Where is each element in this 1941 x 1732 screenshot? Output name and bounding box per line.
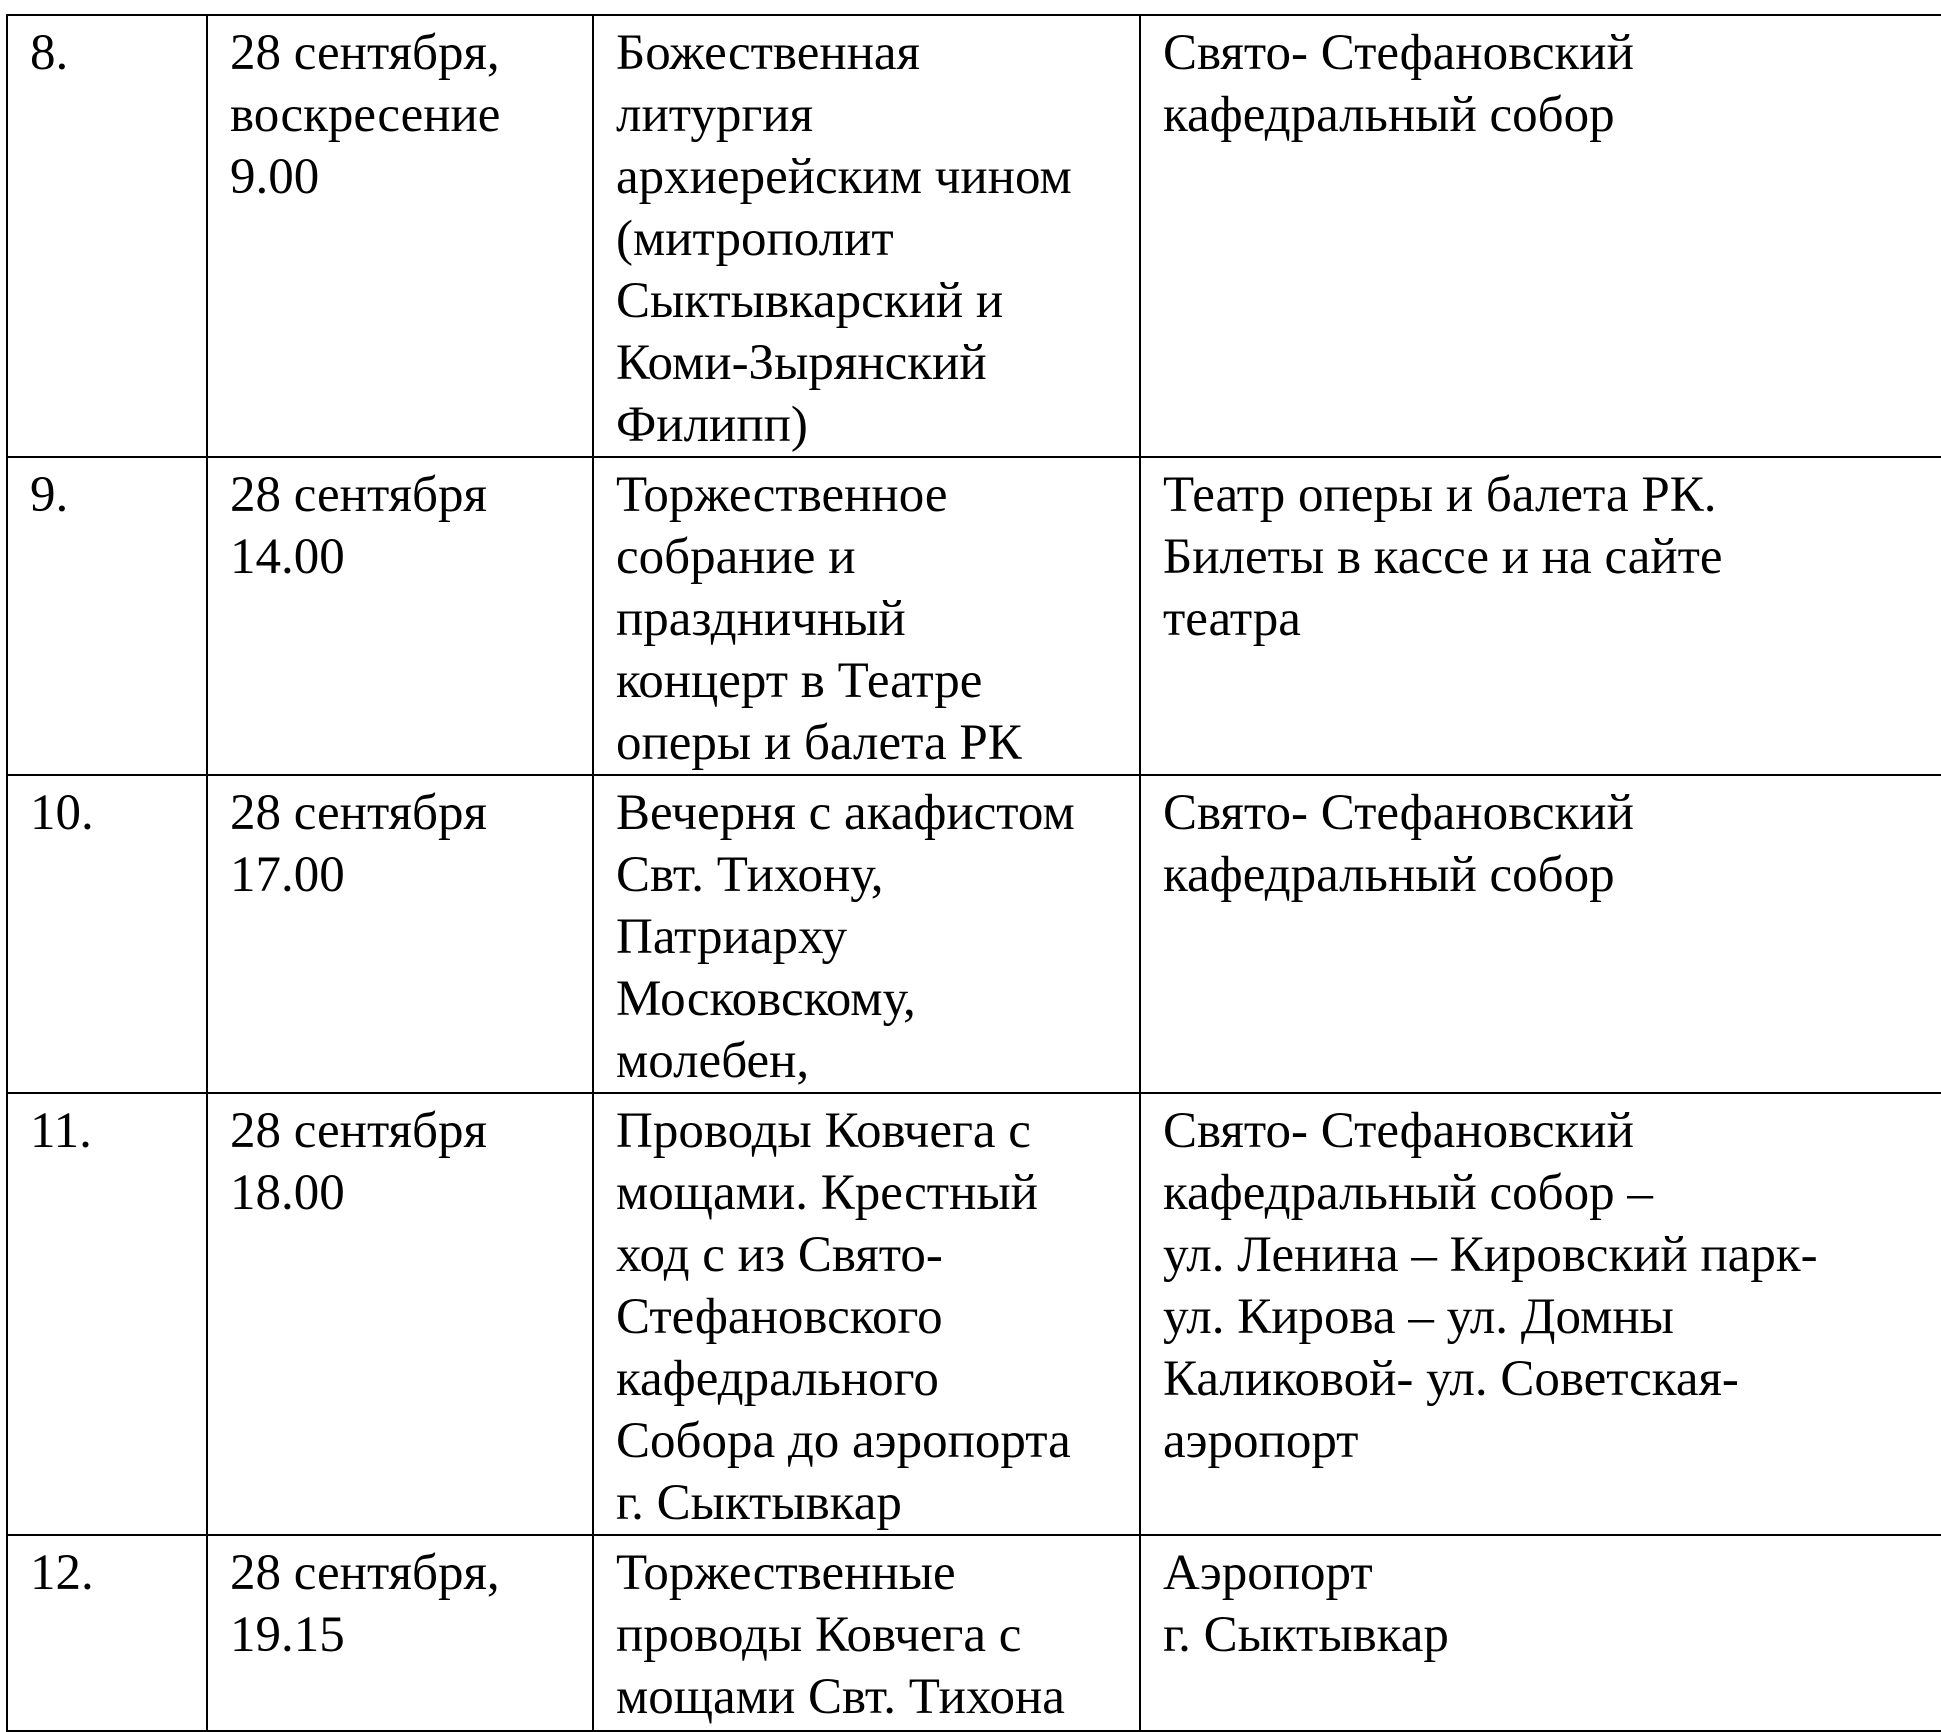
event-location: Аэропорт г. Сыктывкар <box>1140 1535 1941 1731</box>
event-location: Свято- Стефановский кафедральный собор <box>1140 15 1941 457</box>
row-number: 12. <box>7 1535 207 1731</box>
table-row <box>7 15 1941 457</box>
table-row <box>7 457 1941 775</box>
table-row <box>7 775 1941 1093</box>
schedule-table <box>6 14 1941 1732</box>
event-date-time: 28 сентября 18.00 <box>207 1093 593 1535</box>
event-location: Театр оперы и балета РК. Билеты в кассе и на сайте театра <box>1140 457 1941 775</box>
row-number: 8. <box>7 15 207 457</box>
event-date-time: 28 сентября, 19.15 <box>207 1535 593 1731</box>
event-description: Торжественное собрание и праздничный концерт в Театре оперы и балета РК <box>593 457 1140 775</box>
event-date-time: 28 сентября, воскресение 9.00 <box>207 15 593 457</box>
row-number: 10. <box>7 775 207 1093</box>
event-description: Божественная литургия архиерейским чином (митрополит Сыктывкарский и Коми-Зырянский Филипп) <box>593 15 1140 457</box>
event-description: Торжественные проводы Ковчега с мощами Свт. Тихона <box>593 1535 1140 1731</box>
event-location: Свято- Стефановский кафедральный собор – ул. Ленина – Кировский парк- ул. Кирова – ул. Домны Каликовой- ул. Советская- аэропорт <box>1140 1093 1941 1535</box>
event-description: Вечерня с акафистом Свт. Тихону, Патриарху Московскому, молебен, <box>593 775 1140 1093</box>
event-date-time: 28 сентября 14.00 <box>207 457 593 775</box>
event-date-time: 28 сентября 17.00 <box>207 775 593 1093</box>
row-number: 9. <box>7 457 207 775</box>
event-location: Свято- Стефановский кафедральный собор <box>1140 775 1941 1093</box>
row-number: 11. <box>7 1093 207 1535</box>
table-row <box>7 1535 1941 1731</box>
table-row <box>7 1093 1941 1535</box>
event-description: Проводы Ковчега с мощами. Крестный ход с из Свято- Стефановского кафедрального Собора до аэропорта г. Сыктывкар <box>593 1093 1140 1535</box>
